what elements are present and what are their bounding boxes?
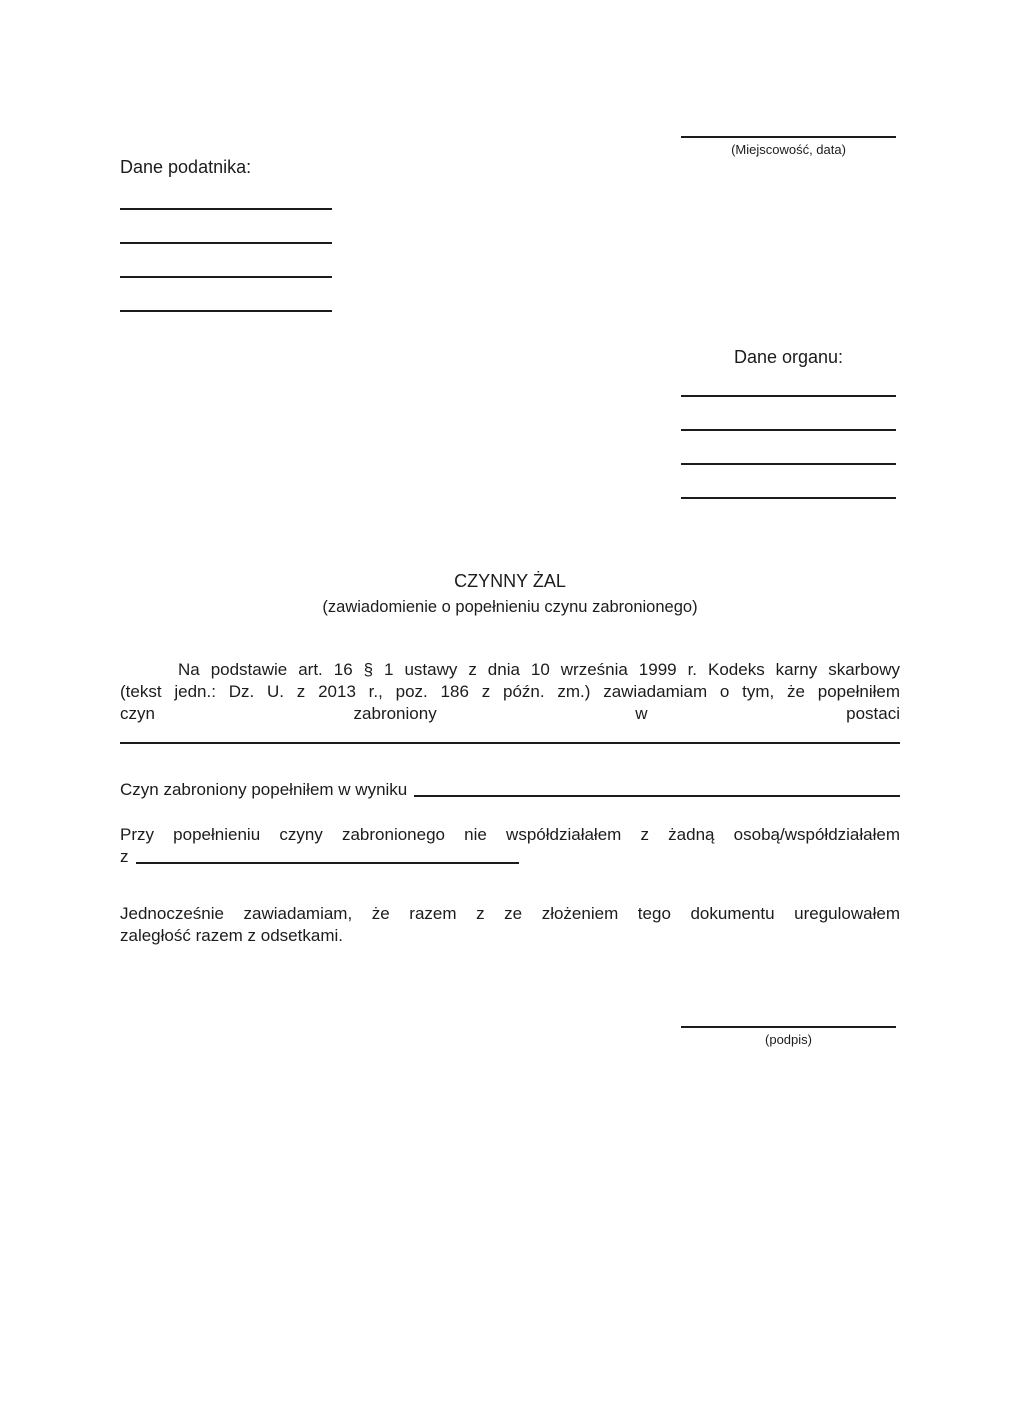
taxpayer-heading: Dane podatnika:: [120, 157, 252, 177]
paragraph-legal-basis: [120, 659, 900, 744]
paragraph-legal-basis-line3: czyn zabroniony w postaci: [120, 704, 900, 723]
taxpayer-blank-lines: [120, 176, 332, 312]
authority-blank-line: [681, 363, 896, 397]
authority-heading: Dane organu:: [733, 347, 844, 367]
paragraph-settlement: [120, 903, 900, 947]
place-date-blank-line: [681, 120, 896, 138]
taxpayer-blank-line: [120, 210, 332, 244]
paragraph-cooperation-prefix: z: [120, 847, 129, 866]
signature-label: (podpis): [765, 1032, 812, 1047]
taxpayer-blank-line: [120, 244, 332, 278]
place-date-block: [681, 120, 896, 158]
paragraph-settlement-line2: zaległość razem z odsetkami.: [120, 926, 343, 945]
authority-blank-line: [681, 431, 896, 465]
authority-blank-lines: [681, 363, 896, 499]
paragraph-settlement-line1: Jednocześnie zawiadamiam, że razem z ze złożeniem tego dokumentu uregulowałem: [120, 904, 900, 923]
signature-blank-line: [681, 1010, 896, 1028]
paragraph-cooperation: [120, 824, 900, 868]
cooperation-blank-line: [136, 862, 519, 864]
paragraph-offense-result-text: Czyn zabroniony popełniłem w wyniku: [120, 780, 408, 799]
document-subtitle: (zawiadomienie o popełnieniu czynu zabronionego): [322, 598, 698, 616]
paragraph-cooperation-line2: [120, 846, 900, 868]
signature-block: [681, 1010, 896, 1048]
authority-blank-line: [681, 465, 896, 499]
paragraph-offense-result: [120, 779, 900, 801]
taxpayer-blank-line: [120, 176, 332, 210]
taxpayer-blank-line: [120, 278, 332, 312]
place-date-label: (Miejscowość, data): [731, 142, 846, 157]
paragraph-legal-basis-line1: Na podstawie art. 16 § 1 ustawy z dnia 10 września 1999 r. Kodeks karny skarbowy: [178, 660, 900, 679]
document-title: CZYNNY ŻAL: [454, 571, 566, 591]
offense-description-blank-line: [120, 725, 900, 744]
offense-result-blank-line: [414, 795, 900, 797]
paragraph-legal-basis-line2: (tekst jedn.: Dz. U. z 2013 r., poz. 186 z późn. zm.) zawiadamiam o tym, że popełniłem: [120, 682, 900, 701]
paragraph-cooperation-line1: Przy popełnieniu czyny zabronionego nie współdziałałem z żadną osobą/współdziałałem: [120, 825, 900, 844]
authority-blank-line: [681, 397, 896, 431]
